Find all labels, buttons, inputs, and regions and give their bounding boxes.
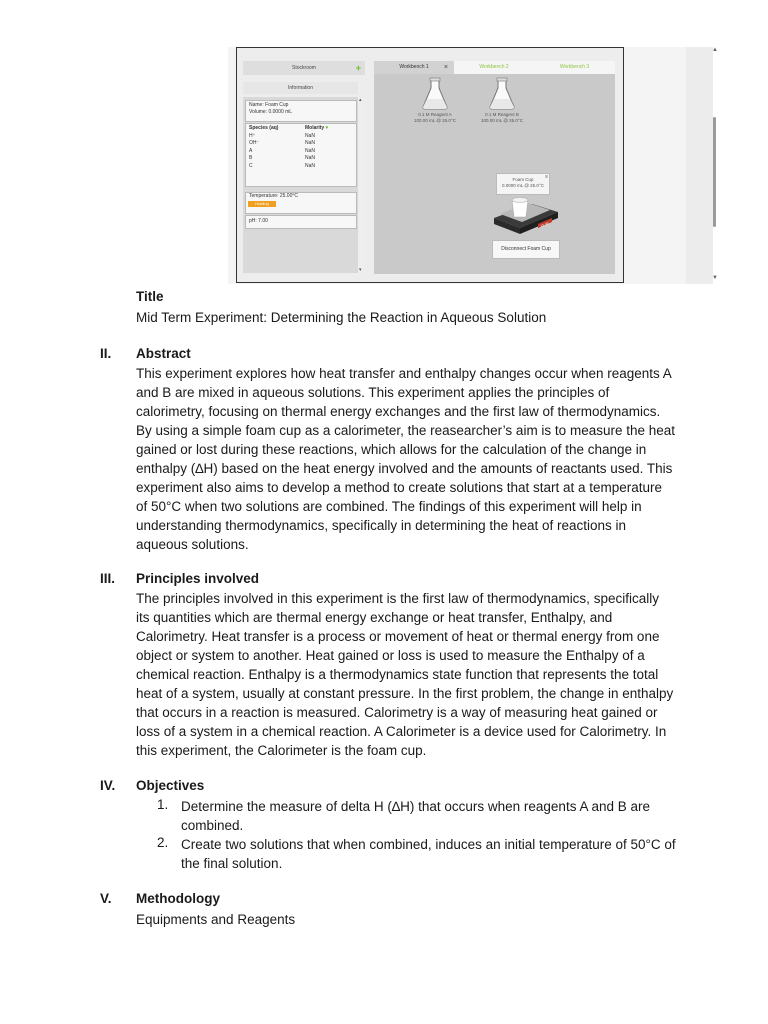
list-item-number: 1. bbox=[157, 797, 169, 812]
name-line: Name: Foam Cup bbox=[249, 102, 289, 108]
scroll-down-arrow-icon[interactable]: ▾ bbox=[359, 267, 362, 273]
left-panel-scrollbar[interactable] bbox=[359, 97, 364, 273]
principles-body: The principles involved in this experiment is the first law of thermodynamics, specifically its quantities which are thermal energy exchange or heat transfer, Enthalpy, and Calorimetry. Heat transfer is a process or movement of heat or thermal energy from one object or system to another. Heat gained or loss is used to measure the Enthalpy of a chemical reaction. Enthalpy is a thermodynamics state function that represents the total heat of a system, usually at constant pressure. In the first problem, the change in enthalpy that occurs in a reaction is measured. Calorimetry is a way of measuring heat gained or loss of a system in a chemical reaction. A Calorimeter is a device used for Calorimetry. In this experiment, the Calorimeter is the foam cup. bbox=[136, 591, 674, 758]
list-item: Create two solutions that when combined, induces an initial temperature of 50°C of the final solution. bbox=[181, 837, 676, 871]
objectives-heading: Objectives bbox=[136, 778, 205, 793]
close-icon[interactable]: × bbox=[443, 64, 448, 71]
stockroom-button[interactable] bbox=[243, 61, 365, 75]
stockroom-label: Stockroom bbox=[292, 65, 316, 71]
flask-b-label: 0.1 M Reagent B 100.00 mL @ 25.0°C bbox=[481, 112, 523, 123]
temperature-line: Temperature: 25.00°C bbox=[249, 193, 298, 199]
principles-heading: Principles involved bbox=[136, 571, 260, 586]
methodology-subheading: Equipments and Reagents bbox=[136, 912, 296, 927]
scrollbar-thumb[interactable] bbox=[713, 117, 716, 227]
flask-a-label: 0.1 M Reagent A 100.00 mL @ 25.0°C bbox=[414, 112, 456, 123]
svg-text:25.00: 25.00 bbox=[539, 221, 550, 229]
cup-info: 0.0000 mL @ 25.0°C bbox=[502, 183, 544, 188]
disconnect-foam-cup-button[interactable]: Disconnect Foam Cup bbox=[492, 240, 560, 259]
list-item: Determine the measure of delta H (∆H) that occurs when reagents A and B are combined. bbox=[181, 799, 650, 833]
page-scrollbar[interactable] bbox=[712, 47, 718, 284]
tab-workbench-3[interactable]: Workbench 3 bbox=[534, 61, 615, 74]
lab-left-panel bbox=[243, 56, 365, 274]
species-table-box bbox=[245, 123, 357, 187]
cup-name: Foam Cup bbox=[512, 177, 534, 182]
section-number: III. bbox=[100, 571, 116, 586]
scroll-up-arrow-icon[interactable]: ▴ bbox=[359, 97, 362, 103]
tab-workbench-2[interactable]: Workbench 2 bbox=[454, 61, 534, 74]
ph-line: pH: 7.00 bbox=[249, 218, 268, 224]
tab-workbench-1[interactable] bbox=[374, 61, 454, 74]
volume-line: Volume: 0.0000 mL bbox=[249, 109, 293, 115]
flask-icon[interactable] bbox=[420, 77, 450, 111]
scroll-up-arrow-icon[interactable]: ▲ bbox=[712, 47, 718, 53]
scroll-down-arrow-icon[interactable]: ▼ bbox=[712, 275, 718, 281]
species-header: Species (aq) bbox=[249, 125, 279, 131]
section-number: II. bbox=[100, 346, 112, 361]
lab-side-gutter bbox=[686, 47, 713, 284]
molarity-header[interactable]: Molarity ▾ bbox=[305, 125, 329, 131]
add-icon[interactable]: + bbox=[355, 63, 361, 73]
table-row: H⁺ NaN bbox=[249, 132, 316, 139]
abstract-body: This experiment explores how heat transfer and enthalpy changes occur when reagents A and B are mixed in aqueous solutions. This experiment applies the principles of calorimetry, focusing on thermal energy exchanges and the first law of thermodynamics. By using a simple foam cup as a calorimeter, the reasearcher’s aim is to measure the heat gained or lost during these reactions, which allows for the calculation of the change in enthalpy (∆H) based on the heat energy involved and the amounts of reactants used. This experiment also aims to develop a method to create solutions that start at a temperature of 50°C when two solutions are combined. The findings of this experiment will help in understanding thermodynamics, specifically in determining the heat of reactions in aqueous solutions. bbox=[136, 366, 676, 552]
table-row: A NaN bbox=[249, 147, 316, 154]
information-tab[interactable]: Information bbox=[243, 82, 358, 94]
menu-icon[interactable]: ≡ bbox=[545, 174, 548, 180]
name-volume-box bbox=[245, 100, 357, 122]
temperature-box bbox=[245, 192, 357, 214]
table-row: B NaN bbox=[249, 155, 316, 162]
title-text: Mid Term Experiment: Determining the Reaction in Aqueous Solution bbox=[136, 310, 547, 325]
ph-box bbox=[245, 215, 357, 229]
section-number: IV. bbox=[100, 778, 116, 793]
species-table bbox=[249, 125, 328, 171]
tab-label: Workbench 1 bbox=[399, 64, 429, 70]
dropdown-triangle-icon: ▾ bbox=[325, 125, 329, 131]
calorimeter-scale-icon[interactable] bbox=[490, 190, 562, 236]
workbench-tabs bbox=[374, 61, 615, 74]
methodology-heading: Methodology bbox=[136, 891, 220, 906]
title-heading: Title bbox=[136, 289, 164, 304]
section-number: V. bbox=[100, 891, 112, 906]
list-item-number: 2. bbox=[157, 835, 169, 850]
flask-icon[interactable] bbox=[487, 77, 517, 111]
table-row: C NaN bbox=[249, 162, 316, 169]
table-row: OH⁻ NaN bbox=[249, 140, 316, 147]
information-panel bbox=[243, 97, 358, 273]
abstract-heading: Abstract bbox=[136, 346, 191, 361]
hold-button[interactable]: Holding bbox=[248, 201, 276, 207]
